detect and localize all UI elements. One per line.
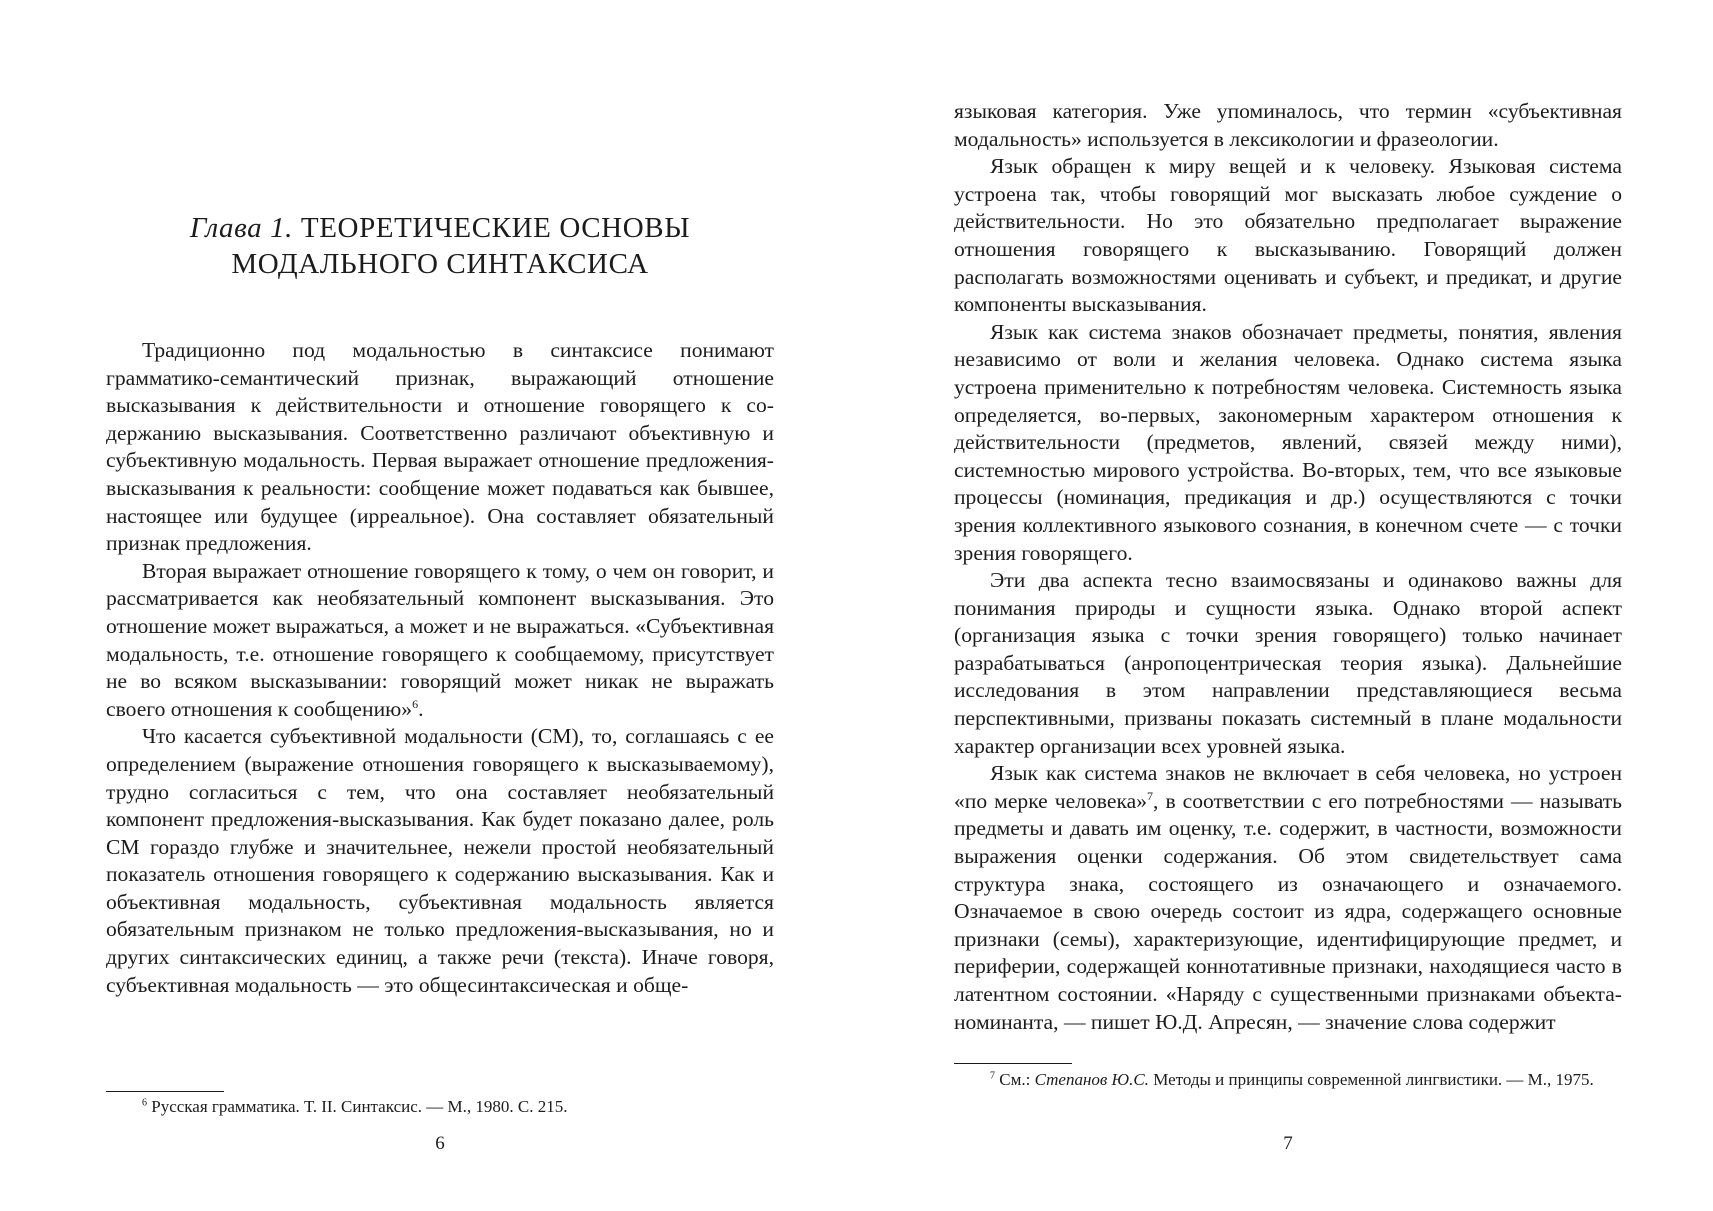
chapter-label: Глава 1.	[189, 212, 294, 244]
footnote-number: 6	[142, 1097, 147, 1109]
footnote-6	[106, 1095, 774, 1119]
right-paragraph-5	[954, 760, 1622, 1036]
left-paragraph-3: Что касается субъективной модальности (СМ), то, соглашаясь с ее определением (выражение отношения говорящего к высказываемому), трудно согласиться с тем, что она составляет необязательный компонент предложения-высказывания. Как будет показано далее, роль СМ гораздо глубже и значительнее, нежели простой необязательный показатель отношения говорящего к содержанию высказывания. Как и объективная модальность, субъективная модальность является обязательным признаком не только предложения-высказывания, но и других синтаксических единиц, а также речи (текста). Иначе говоря, субъективная модальность — это общесинтаксическая и обще-	[106, 724, 774, 997]
footnote-author: Степанов Ю.С.	[1034, 1070, 1149, 1089]
footnote-7	[954, 1068, 1622, 1092]
footnote-number: 7	[990, 1070, 995, 1082]
chapter-title	[106, 210, 774, 282]
footnote-divider	[106, 1091, 224, 1092]
right-paragraph-3: Язык как система знаков обозначает предметы, понятия, явления независимо от воли и желания человека. Однако система языка устроена применительно к потребностям человека. Системность языка определяется, во-первых, закономерным характером отношения к действительности (предметов, явлений, связей между ними), системностью мирового устройства. Во-вторых, тем, что все языковые процессы (номинация, предикация и др.) осуществляются с точки зрения коллективного языкового сознания, в конечном счете — с точки зрения говорящего.	[954, 319, 1622, 565]
left-body-text	[106, 337, 774, 999]
footnote-ref-6[interactable]: 6	[412, 696, 419, 711]
page-number: 7	[1283, 1133, 1293, 1154]
right-paragraph-2: Язык обращен к миру вещей и к человеку. Языковая система устроена так, чтобы говорящий мог высказать любое суждение о действительности. Но это обязательно предполагает выражение отношения говорящего к высказыванию. Говорящий должен располагать возможностями оценивать и субъект, и предикат, и другие компоненты высказывания.	[954, 154, 1622, 317]
left-paragraph-2: Вторая выражает отношение говорящего к тому, о чем он говорит, и рассматривается как необязательный компонент высказывания. Это отношение может выражаться, а может и не выражаться. «Субъективная модальность, т.е. отношение говорящего к сообщаемому, присутствует не во всяком высказывании: говорящий может никак не выражать своего отношения к сообщению»$^6$.	[106, 558, 774, 721]
chapter-title-line1: ТЕОРЕТИЧЕСКИЕ ОСНОВЫ	[300, 212, 691, 244]
left-paragraph-1: Традиционно под модальностью в синтаксисе понимают грамматико-семантический признак, выражающий отношение высказывания к действительности и отношение говорящего к содержанию высказывания. Соответственно различают объективную и субъективную модальность. Первая выражает отношение предложения-высказывания к реальности: сообщение может подаваться как бывшее, настоящее или будущее (ирреальное). Она составляет обязательный признак предложения.	[106, 338, 774, 556]
right-body-text	[954, 98, 1622, 1036]
footnote-divider	[954, 1063, 1072, 1064]
right-page	[954, 0, 1622, 1211]
right-paragraph-4: Эти два аспекта тесно взаимосвязаны и одинаково важны для понимания природы и сущности языка. Однако второй аспект (организация языка с точки зрения говорящего) только начинает разрабатываться (анропоцентрическая теория языка). Дальнейшие исследования в этом направлении представляющиеся весьма перспективными, призваны показать системный в плане модальности характер организации всех уровней языка.	[954, 568, 1622, 758]
footnote-text: Русская грамматика. Т. II. Синтаксис. — М., 1980. С. 215.	[151, 1097, 568, 1116]
chapter-title-line2: МОДАЛЬНОГО СИНТАКСИСА	[231, 248, 649, 280]
right-paragraph-5-part2: , в соответствии с его потребностями — называть предметы и давать им оценку, т.е. содержит, в частности, возможности выражения оценки содержания. Об этом свидетельствует сама структура знака, состоящего из означающего и означаемого. Означаемое в свою очередь состоит из ядра, содержащего основные признаки (семы), характеризующие, идентифицирующие предмет, и периферии, содержащей коннотативные признаки, находящиеся часто в латентном состоянии. «Наряду с существенными признаками объекта-номинанта, — пишет Ю.Д. Апресян, — значение слова содержит	[954, 788, 1623, 1034]
right-paragraph-5-part1: Язык как система знаков не включает в себя человека, но устроен «по мерке человека»	[954, 761, 1622, 813]
footnote-text: Методы и принципы современной лингвистики. — М., 1975.	[1153, 1070, 1594, 1089]
right-paragraph-1: языковая категория. Уже упоминалось, что термин «субъективная модальность» используется в лексикологии и фразеологии.	[954, 99, 1622, 151]
page-number: 6	[435, 1133, 445, 1154]
footnote-ref-7[interactable]: 7	[1147, 788, 1154, 803]
left-page	[106, 0, 774, 1211]
left-paragraph-2-text: Вторая выражает отношение говорящего к тому, о чем он говорит, и рассматривается как необязательный компонент высказывания. Это отношение может выражаться, а может и не выражаться. «Субъективная модальность, т.е. отношение говорящего к сообщаемому, присутствует не во всяком высказывании: говорящий может никак не выражать своего отношения к сообщению»	[106, 558, 774, 721]
footnote-prefix: См.:	[999, 1070, 1031, 1089]
